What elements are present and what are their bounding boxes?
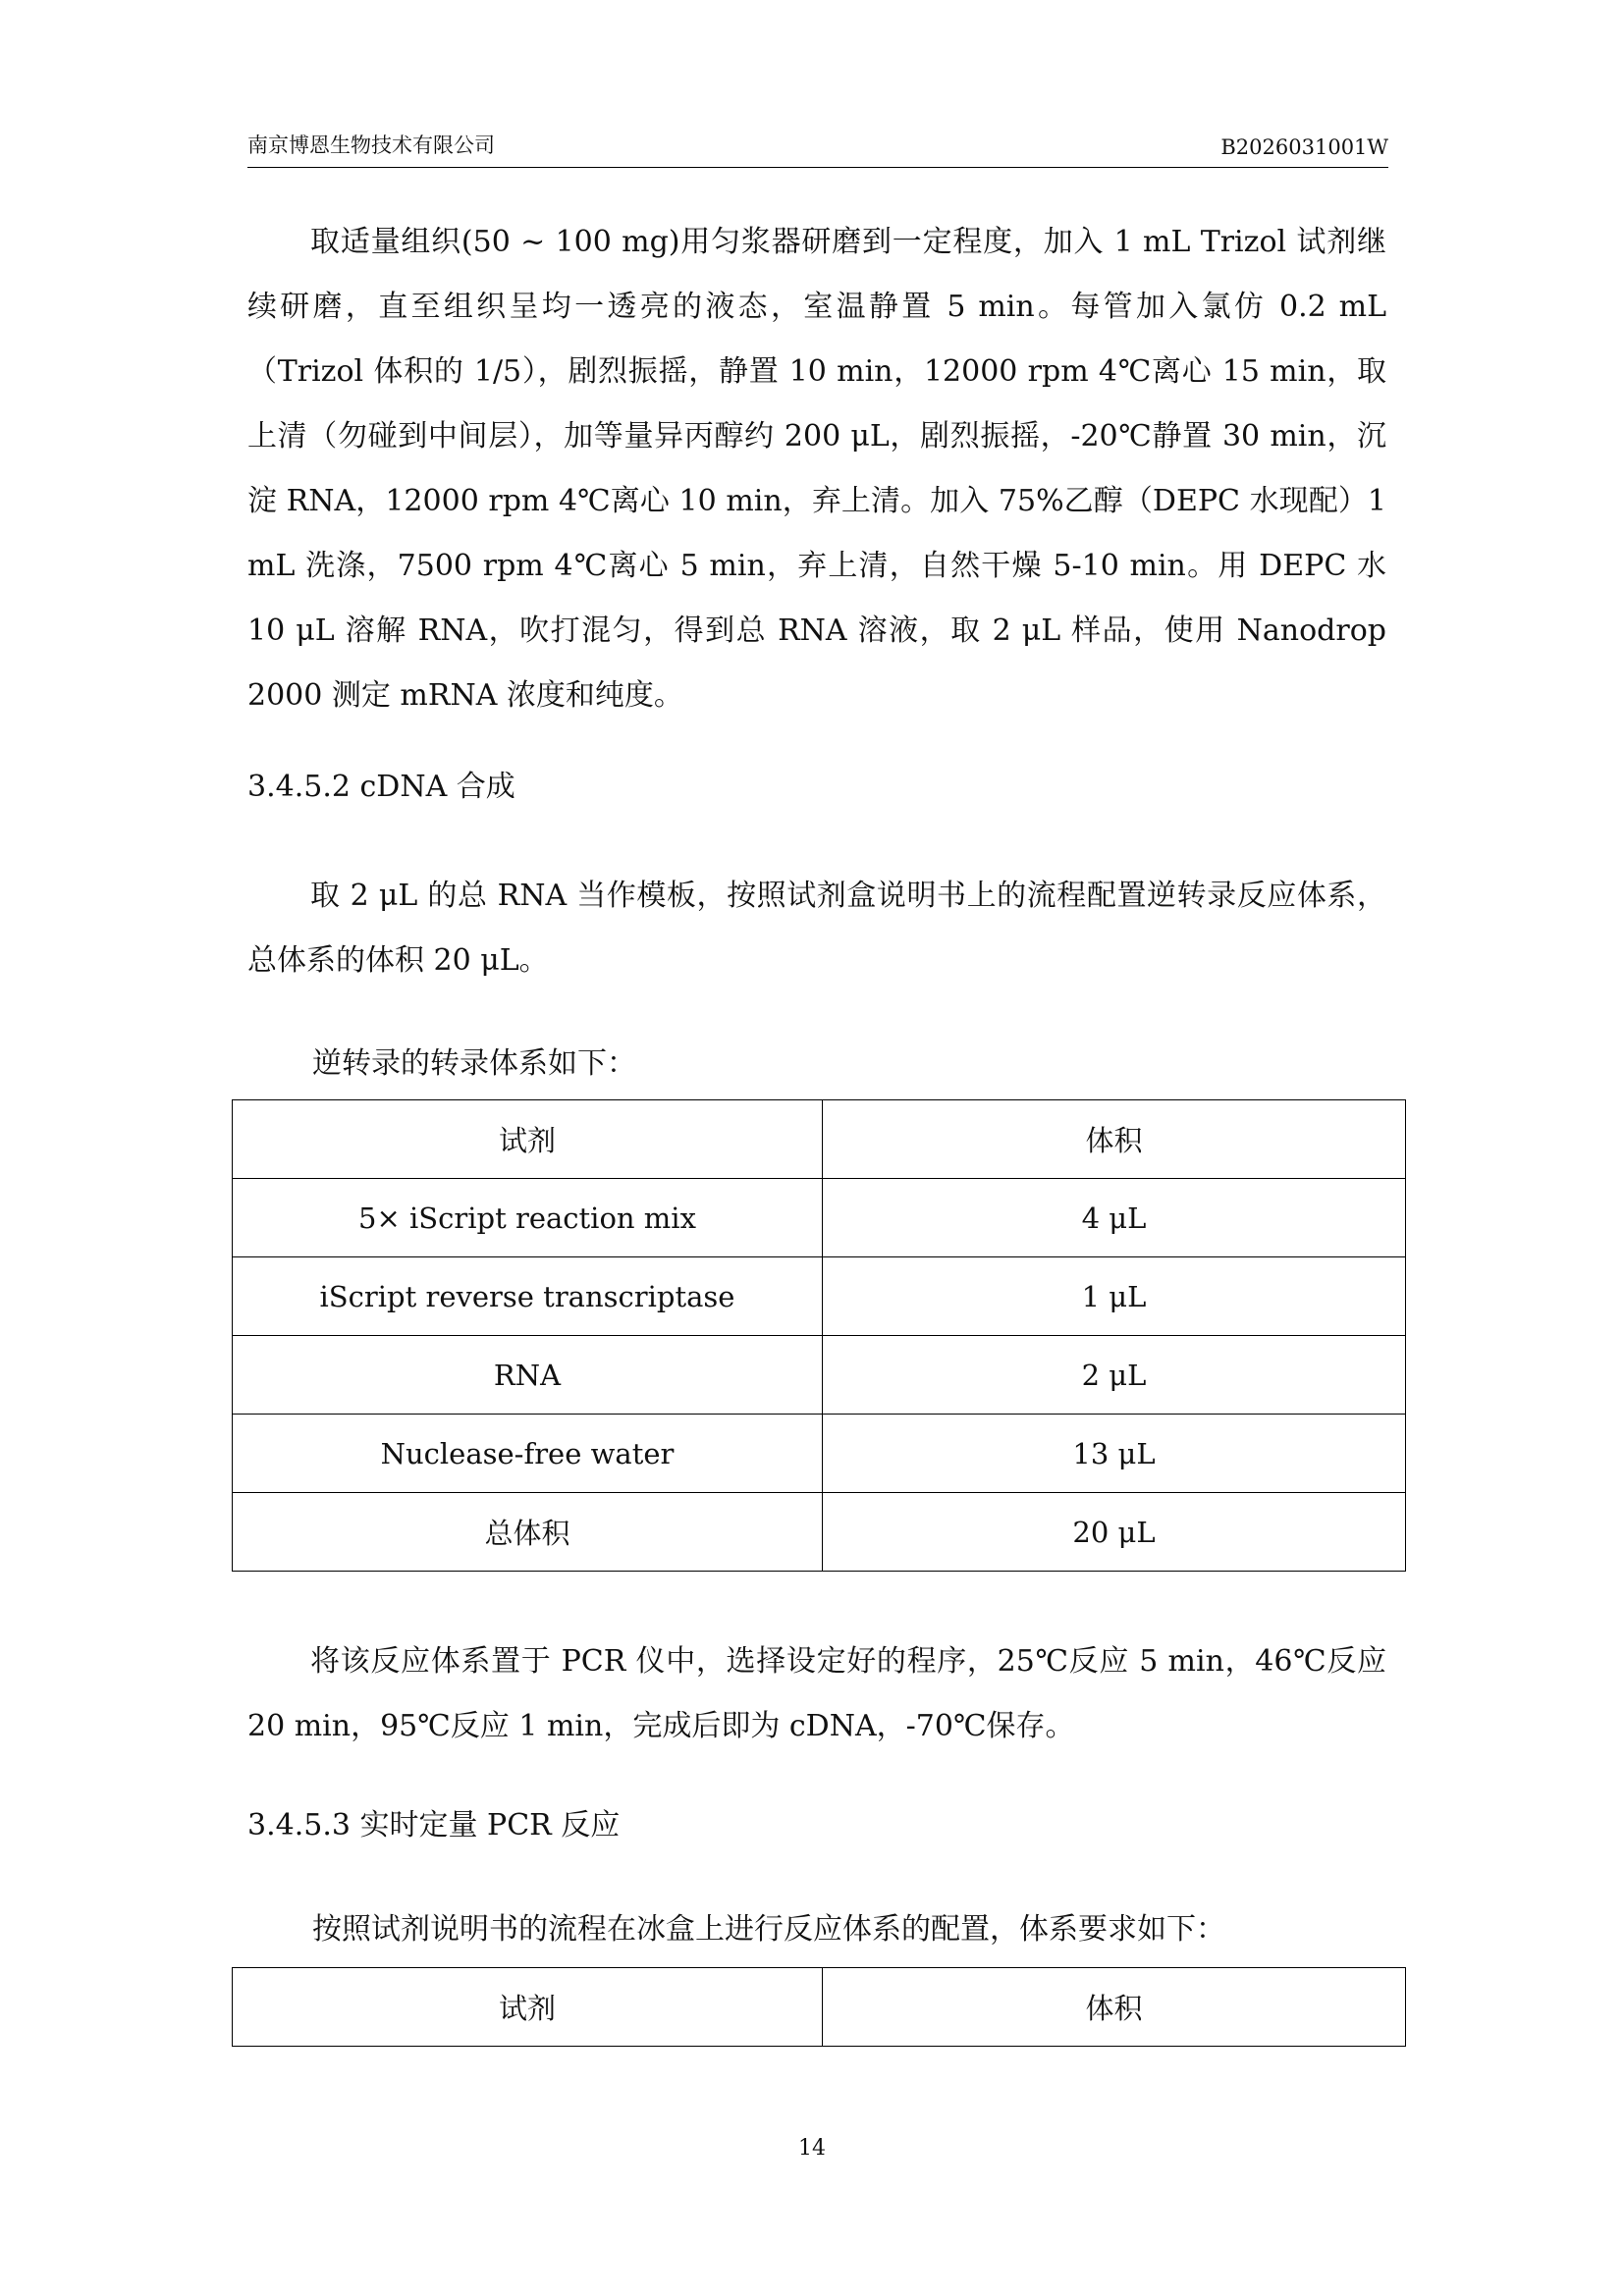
table-cell: 5× iScript reaction mix bbox=[233, 1179, 823, 1257]
table-cell: 20 μL bbox=[823, 1493, 1406, 1572]
table-header-cell: 试剂 bbox=[233, 1968, 823, 2047]
table-header-row bbox=[233, 1100, 1406, 1179]
table-cell: 总体积 bbox=[233, 1493, 823, 1572]
qpcr-heading: 3.4.5.3 实时定量 PCR 反应 bbox=[247, 1808, 621, 1842]
cdna-heading: 3.4.5.2 cDNA 合成 bbox=[247, 770, 515, 804]
table-cell: 2 μL bbox=[823, 1336, 1406, 1415]
table-header-cell: 体积 bbox=[823, 1968, 1406, 2047]
table-header-row bbox=[233, 1968, 1406, 2047]
table-row bbox=[233, 1493, 1406, 1572]
table-cell: iScript reverse transcriptase bbox=[233, 1257, 823, 1336]
rt-table-caption: 逆转录的转录体系如下： bbox=[312, 1046, 636, 1081]
header-doc-id: B2026031001W bbox=[1220, 135, 1388, 159]
qpcr-caption: 按照试剂说明书的流程在冰盒上进行反应体系的配置，体系要求如下： bbox=[312, 1912, 1225, 1947]
rt-program-paragraph: 将该反应体系置于 PCR 仪中，选择设定好的程序，25℃反应 5 min，46℃反应 20 min，95℃反应 1 min，完成后即为 cDNA，-70℃保存。 bbox=[247, 1644, 1386, 1743]
table-cell: Nuclease-free water bbox=[233, 1415, 823, 1493]
rt-table bbox=[232, 1099, 1406, 1572]
table-cell: 13 μL bbox=[823, 1415, 1406, 1493]
table-row bbox=[233, 1415, 1406, 1493]
table-row bbox=[233, 1336, 1406, 1415]
table-cell: 1 μL bbox=[823, 1257, 1406, 1336]
table-cell: 4 μL bbox=[823, 1179, 1406, 1257]
rna-extraction-paragraph: 取适量组织(50 ~ 100 mg)用匀浆器研磨到一定程度，加入 1 mL Trizol 试剂继续研磨，直至组织呈均一透亮的液态，室温静置 5 min。每管加入氯仿 0.2 mL（Trizol 体积的 1/5），剧烈振摇，静置 10 min，12000 rpm 4℃离心 15 min，取上清（勿碰到中间层），加等量异丙醇约 200 μL，剧烈振摇，-20℃静置 30 min，沉淀 RNA，12000 rpm 4℃离心 10 min，弃上清。加入 75%乙醇（DEPC 水现配）1 mL 洗涤，7500 rpm 4℃离心 5 min，弃上清，自然干燥 5-10 min。用 DEPC 水 10 μL 溶解 RNA，吹打混匀，得到总 RNA 溶液，取 2 μL 样品，使用 Nanodrop 2000 测定 mRNA 浓度和纯度。 bbox=[247, 225, 1386, 713]
table-row bbox=[233, 1179, 1406, 1257]
header-company: 南京博恩生物技术有限公司 bbox=[247, 133, 495, 157]
qpcr-table bbox=[232, 1967, 1406, 2047]
page-number: 14 bbox=[798, 2136, 826, 2161]
table-row bbox=[233, 1257, 1406, 1336]
table-header-cell: 试剂 bbox=[233, 1100, 823, 1179]
cdna-paragraph: 取 2 μL 的总 RNA 当作模板，按照试剂盒说明书上的流程配置逆转录反应体系，总体系的体积 20 μL。 bbox=[247, 879, 1386, 978]
table-header-cell: 体积 bbox=[823, 1100, 1406, 1179]
page-header bbox=[247, 130, 1388, 168]
table-cell: RNA bbox=[233, 1336, 823, 1415]
